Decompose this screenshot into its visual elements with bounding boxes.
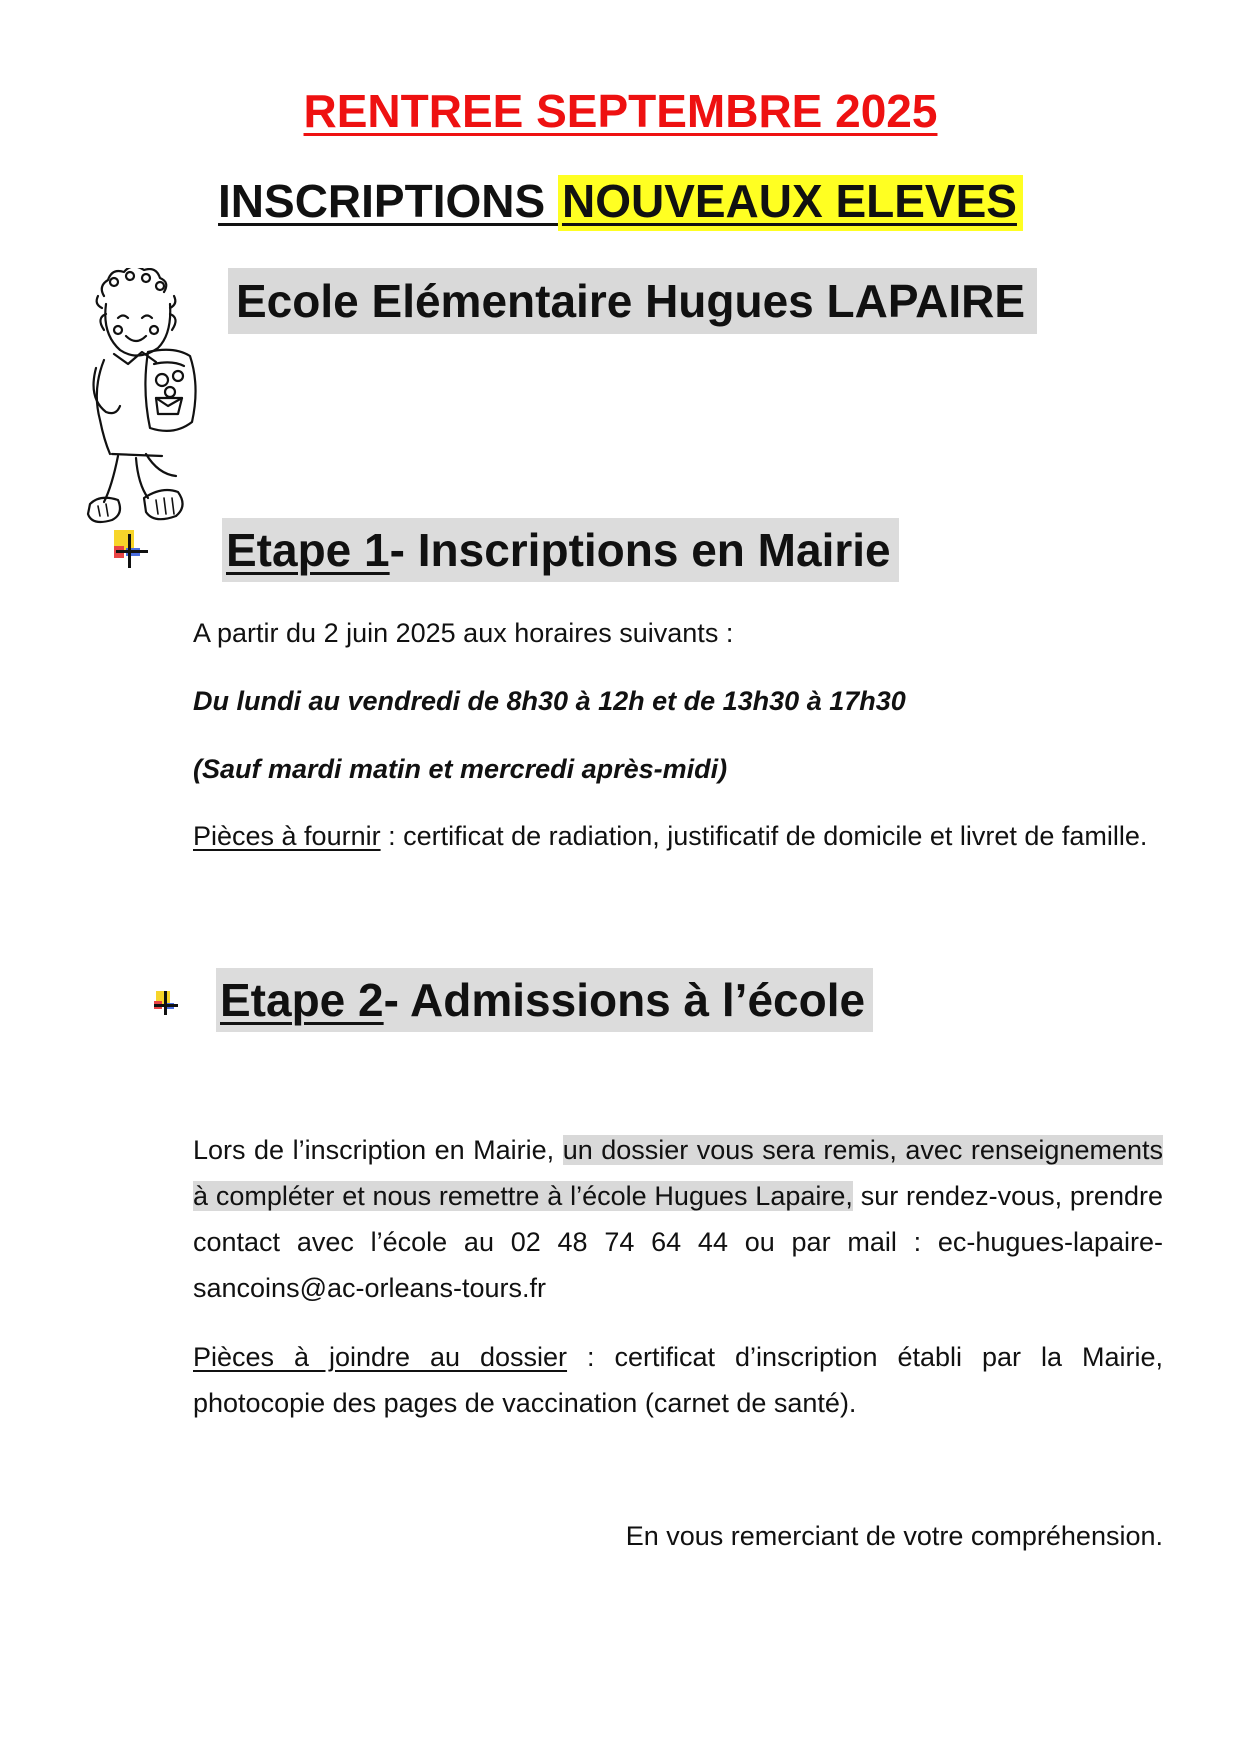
title-inscriptions-prefix: INSCRIPTIONS [218,175,558,227]
step1-title-rest: - Inscriptions en Mairie [389,524,891,576]
step1-exception: (Sauf mardi matin et mercredi après-midi) [193,754,728,784]
step1-pieces [193,813,1163,859]
step2-pieces-label: Pièces à joindre au dossier [193,1342,568,1372]
closing-text: En vous remerciant de votre compréhension. [625,1521,1163,1551]
schoolboy-illustration [84,268,210,530]
title-rentree-text: RENTREE SEPTEMBRE 2025 [303,85,938,137]
bullet-cross-icon [150,985,184,1019]
step1-pieces-label: Pièces à fournir [193,821,381,851]
step2-title-rest: - Admissions à l’école [383,974,866,1026]
step1-hours: Du lundi au vendredi de 8h30 à 12h et de 13h30 à 17h30 [193,686,906,716]
step2-paragraph-start: Lors de l’inscription en Mairie, [193,1135,563,1165]
step1-pieces-text: : certificat de radiation, justificatif de domicile et livret de famille. [380,821,1148,851]
bullet-cross-icon [108,524,154,570]
step2-paragraph-end: sur rendez-vous, prendre contact avec l’école au 02 48 74 64 44 ou par mail : ec-hugues-lapaire-sancoins@ac-orleans-tours.fr [193,1181,1163,1303]
title-inscriptions-highlight: NOUVEAUX ELEVES [558,175,1023,231]
step1-title [222,518,899,582]
title-rentree [0,84,1241,138]
school-name: Ecole Elémentaire Hugues LAPAIRE [228,268,1037,334]
title-inscriptions [0,174,1241,228]
step2-paragraph [193,1127,1163,1311]
step2-paragraph-highlight: un dossier vous sera remis, avec renseignements à compléter et nous remettre à l’école Hugues Lapaire, [193,1135,1163,1211]
step2-title-label: Etape 2 [220,974,384,1026]
step2-pieces [193,1334,1163,1426]
step1-intro: A partir du 2 juin 2025 aux horaires suivants : [193,618,734,648]
step1-title-label: Etape 1 [226,524,390,576]
step2-pieces-text: : certificat d’inscription établi par la Mairie, photocopie des pages de vaccination (carnet de santé). [193,1342,1164,1418]
step2-title [216,968,873,1032]
